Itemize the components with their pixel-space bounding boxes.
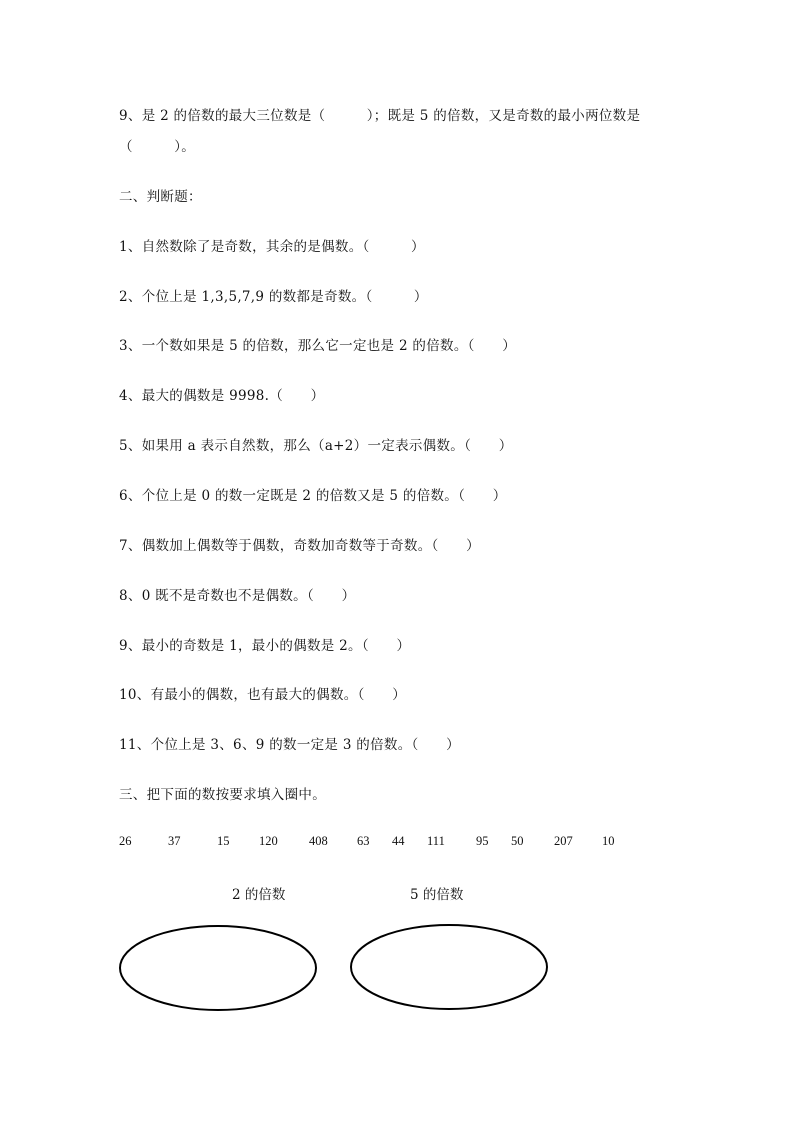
number-item: 26	[119, 834, 132, 848]
number-item: 95	[476, 834, 489, 848]
number-item: 408	[309, 834, 328, 848]
judgment-item-7: 7、偶数加上偶数等于偶数，奇数加奇数等于奇数。（ ）	[119, 538, 480, 554]
answer-oval-multiples-of-2[interactable]	[120, 926, 316, 1010]
judgment-item-8: 8、0 既不是奇数也不是偶数。（ ）	[119, 588, 356, 604]
number-item: 111	[427, 834, 445, 848]
question-9-line-2: （ ）。	[119, 139, 196, 155]
circle-label-multiples-of-5: 5 的倍数	[410, 887, 464, 903]
circle-label-multiples-of-2: 2 的倍数	[232, 887, 286, 903]
section-2-heading: 二、判断题：	[119, 189, 202, 205]
number-item: 44	[392, 834, 405, 848]
number-item: 15	[217, 834, 230, 848]
question-9-line-1: 9、是 2 的倍数的最大三位数是（ ）；既是 5 的倍数，又是奇数的最小两位数是	[119, 108, 641, 124]
judgment-item-5: 5、如果用 a 表示自然数，那么（a+2）一定表示偶数。（ ）	[119, 438, 513, 454]
number-item: 50	[511, 834, 524, 848]
number-item: 63	[357, 834, 370, 848]
judgment-item-11: 11、个位上是 3、6、9 的数一定是 3 的倍数。（ ）	[119, 737, 460, 753]
judgment-item-9: 9、最小的奇数是 1，最小的偶数是 2。（ ）	[119, 638, 411, 654]
judgment-item-2: 2、个位上是 1,3,5,7,9 的数都是奇数。（ ）	[119, 289, 428, 305]
judgment-item-1: 1、自然数除了是奇数，其余的是偶数。（ ）	[119, 239, 425, 255]
answer-oval-multiples-of-5[interactable]	[351, 925, 547, 1009]
judgment-item-6: 6、个位上是 0 的数一定既是 2 的倍数又是 5 的倍数。（ ）	[119, 488, 507, 504]
section-3-heading: 三、把下面的数按要求填入圈中。	[119, 787, 326, 803]
number-item: 207	[554, 834, 573, 848]
judgment-item-4: 4、最大的偶数是 9998.（ ）	[119, 388, 325, 404]
number-item: 120	[259, 834, 278, 848]
number-item: 10	[602, 834, 615, 848]
judgment-item-3: 3、一个数如果是 5 的倍数，那么它一定也是 2 的倍数。（ ）	[119, 338, 517, 354]
number-item: 37	[168, 834, 181, 848]
judgment-item-10: 10、有最小的偶数，也有最大的偶数。（ ）	[119, 687, 407, 703]
